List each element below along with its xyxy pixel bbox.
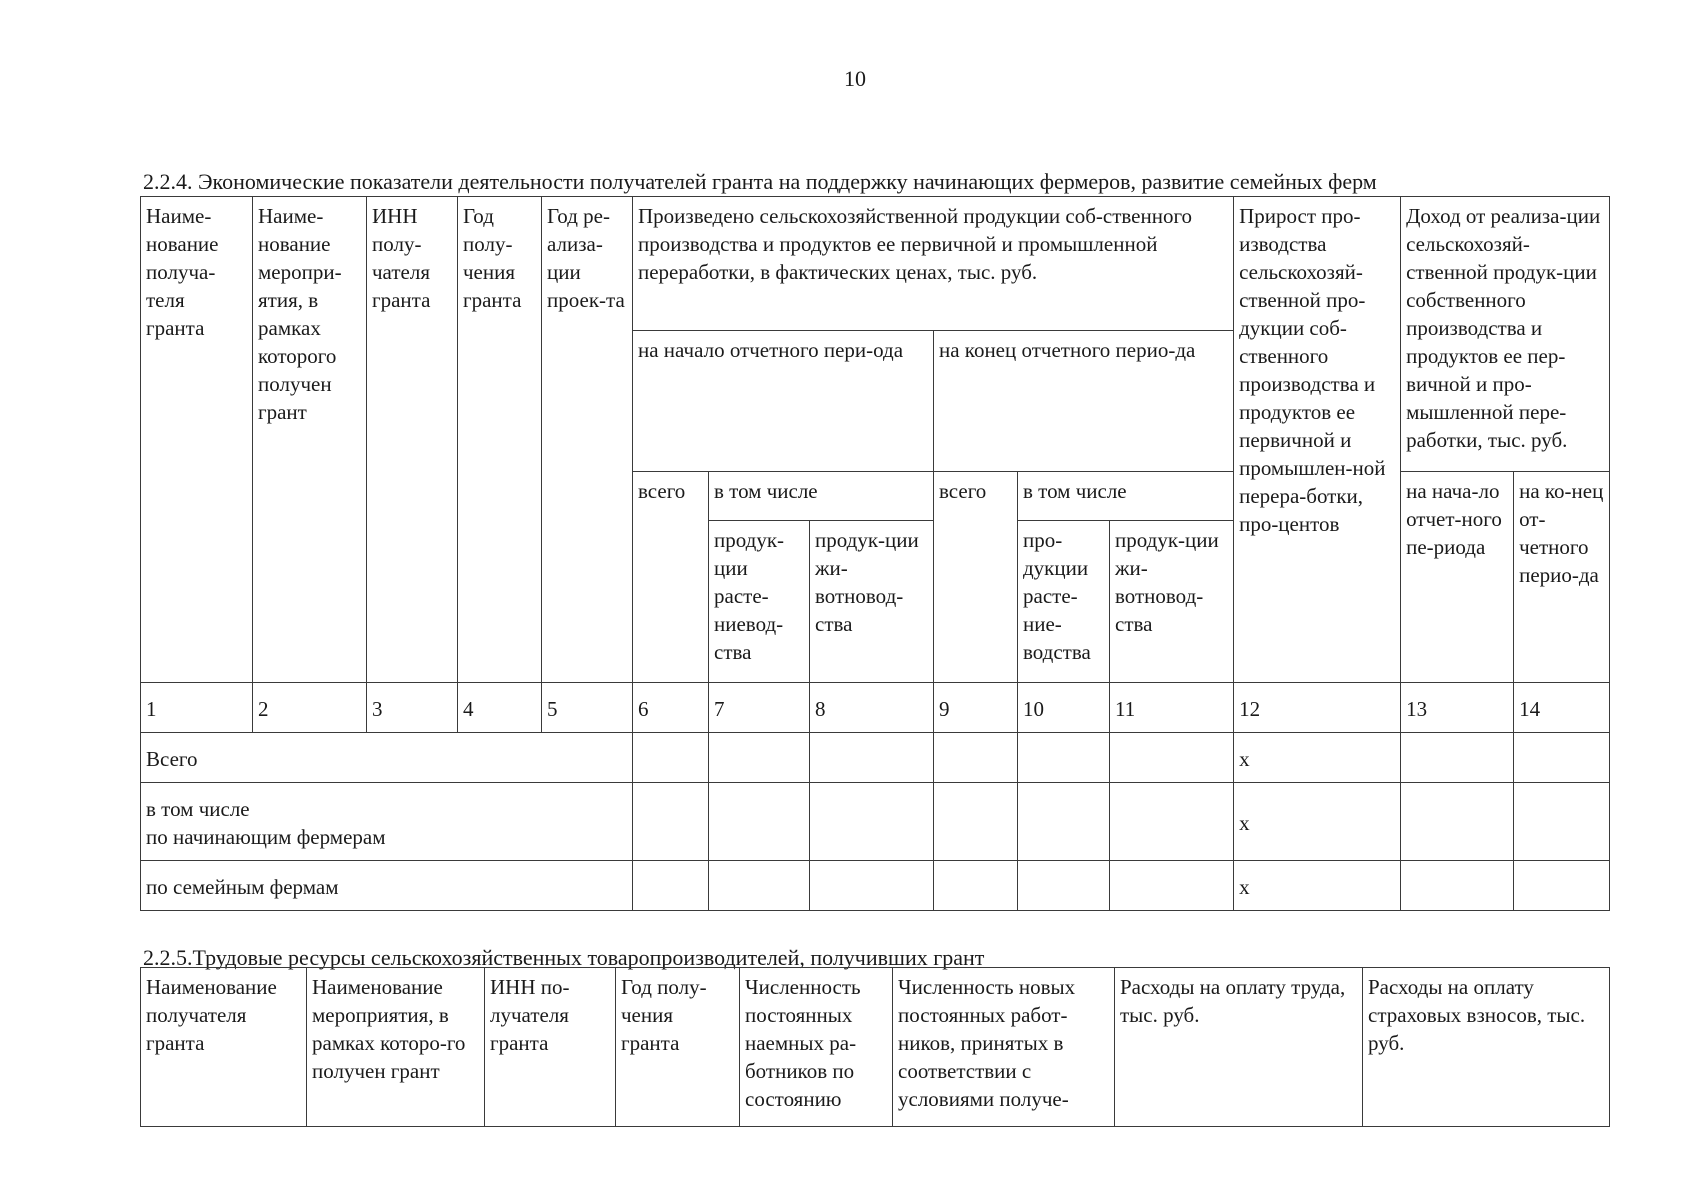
labor-header-inn: ИНН по-лучателя гранта: [485, 968, 616, 1127]
data-cell: [1514, 861, 1610, 911]
header-crop-end: про-дукции расте-ние-водства: [1018, 521, 1110, 683]
table-row: [141, 733, 1610, 783]
labor-header-event-name: Наименование мероприятия, в рамках которо-го получен грант: [307, 968, 485, 1127]
column-number: 9: [934, 683, 1018, 733]
data-cell: [810, 861, 934, 911]
data-cell: [1401, 733, 1514, 783]
column-number: 12: [1234, 683, 1401, 733]
header-incl-start: в том числе: [709, 472, 934, 521]
labor-header-new-workers: Численность новых постоянных работ-ников, принятых в соответствии с условиями получе-: [893, 968, 1115, 1127]
x-mark: x: [1234, 861, 1401, 911]
data-cell: [810, 733, 934, 783]
header-income-end: на ко-нец от-четного перио-да: [1514, 472, 1610, 683]
data-cell: [709, 733, 810, 783]
data-cell: [1018, 733, 1110, 783]
data-cell: [1110, 733, 1234, 783]
header-event-name: Наиме-нование меропри-ятия, в рамках которого получен грант: [253, 197, 367, 683]
header-start-period: на начало отчетного пери-ода: [633, 331, 934, 472]
column-number: 11: [1110, 683, 1234, 733]
column-number: 4: [458, 683, 542, 733]
section-2-2-4-caption: 2.2.4. Экономические показатели деятельности получателей гранта на поддержку начинающих фермеров, развитие семейных ферм: [143, 169, 1377, 194]
x-mark: x: [1234, 783, 1401, 861]
header-total-end: всего: [934, 472, 1018, 683]
data-cell: [934, 783, 1018, 861]
column-number: 8: [810, 683, 934, 733]
labor-resources-table: [140, 967, 1610, 1127]
data-cell: [633, 861, 709, 911]
column-number: 10: [1018, 683, 1110, 733]
labor-header-insurance-costs: Расходы на оплату страховых взносов, тыс. руб.: [1363, 968, 1610, 1127]
row-label-beginning-farmers: в том числе по начинающим фермерам: [141, 783, 633, 861]
table-row: [141, 861, 1610, 911]
header-crop-start: продук-ции расте-ниевод-ства: [709, 521, 810, 683]
data-cell: [1401, 861, 1514, 911]
column-number: 2: [253, 683, 367, 733]
labor-header-grant-year: Год полу-чения гранта: [616, 968, 740, 1127]
row-label-total: Всего: [141, 733, 633, 783]
header-livestock-end: продук-ции жи-вотновод-ства: [1110, 521, 1234, 683]
header-inn: ИНН полу-чателя гранта: [367, 197, 458, 683]
x-mark: x: [1234, 733, 1401, 783]
section-2-2-5-caption: 2.2.5.Трудовые ресурсы сельскохозяйственных товаропроизводителей, получивших грант: [143, 945, 985, 970]
data-cell: [810, 783, 934, 861]
labor-header-recipient-name: Наименование получателя гранта: [141, 968, 307, 1127]
column-number: 14: [1514, 683, 1610, 733]
column-number: 6: [633, 683, 709, 733]
header-grant-year: Год полу-чения гранта: [458, 197, 542, 683]
economic-indicators-table: [140, 196, 1610, 911]
data-cell: [934, 861, 1018, 911]
column-number: 3: [367, 683, 458, 733]
labor-header-permanent-workers: Численность постоянных наемных ра-ботников по состоянию: [740, 968, 893, 1127]
data-cell: [1110, 783, 1234, 861]
data-cell: [1018, 861, 1110, 911]
header-end-period: на конец отчетного перио-да: [934, 331, 1234, 472]
data-cell: [1110, 861, 1234, 911]
table-row: [141, 783, 1610, 861]
header-total-start: всего: [633, 472, 709, 683]
column-number: 5: [542, 683, 633, 733]
column-number: 7: [709, 683, 810, 733]
header-income-start: на нача-ло отчет-ного пе-риода: [1401, 472, 1514, 683]
data-cell: [709, 861, 810, 911]
header-produced: Произведено сельскохозяйственной продукции соб-ственного производства и продуктов ее первичной и промышленной переработки, в фактических ценах, тыс. руб.: [633, 197, 1234, 331]
data-cell: [633, 783, 709, 861]
header-recipient-name: Наиме-нование получа-теля гранта: [141, 197, 253, 683]
data-cell: [1018, 783, 1110, 861]
data-cell: [1514, 783, 1610, 861]
page-number: 10: [844, 66, 866, 91]
labor-header-wage-costs: Расходы на оплату труда, тыс. руб.: [1115, 968, 1363, 1127]
data-cell: [633, 733, 709, 783]
header-income: Доход от реализа-ции сельскохозяй-ственной продук-ции собственного производства и продуктов ее пер-вичной и про-мышленной пере-работки, тыс. руб.: [1401, 197, 1610, 472]
row-label-family-farms: по семейным фермам: [141, 861, 633, 911]
data-cell: [709, 783, 810, 861]
column-number: 1: [141, 683, 253, 733]
data-cell: [934, 733, 1018, 783]
header-incl-end: в том числе: [1018, 472, 1234, 521]
header-growth: Прирост про-изводства сельскохозяй-ственной про-дукции соб-ственного производства и продуктов ее первичной и промышлен-ной перера-ботки, про-центов: [1234, 197, 1401, 683]
data-cell: [1401, 783, 1514, 861]
column-number: 13: [1401, 683, 1514, 733]
header-livestock-start: продук-ции жи-вотновод-ства: [810, 521, 934, 683]
header-project-year: Год ре-ализа-ции проек-та: [542, 197, 633, 683]
data-cell: [1514, 733, 1610, 783]
